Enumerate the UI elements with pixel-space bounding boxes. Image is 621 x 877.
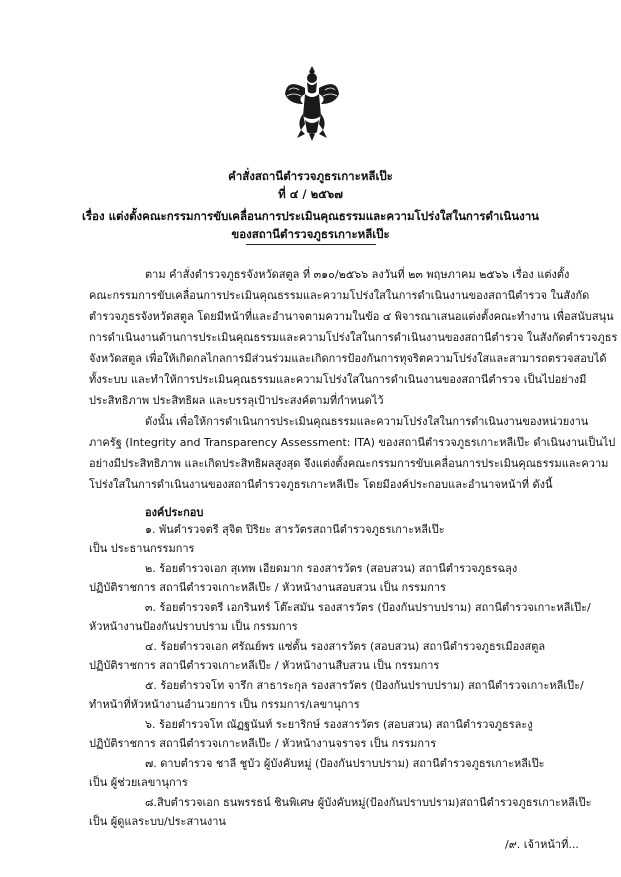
member-role: เป็น ผู้ดูแลระบบ/ประสานงาน [89, 815, 226, 828]
member-role: เป็น ประธานกรรมการ [89, 542, 195, 555]
member-line: ๔. ร้อยตำรวจเอก ศรัณย์พร แซ่ตั้น รองสารวัตร (สอบสวน) สถานีตำรวจภูธรเมืองสตูล [145, 640, 546, 653]
paragraph-2-line: โปร่งใสในการดำเนินงานของสถานีตำรวจภูธรเกาะหลีเป๊ะ โดยมีองค์ประกอบและอำนาจหน้าที่ ดังนี้ [89, 478, 553, 491]
composition-heading: องค์ประกอบ [145, 506, 204, 519]
paragraph-1-line: ตาม คำสั่งตำรวจภูธรจังหวัดสตูล ที่ ๓๑๐/๒๕๖๖ ลงวันที่ ๒๓ พฤษภาคม ๒๕๖๖ เรื่อง แต่งตั้ง [145, 268, 570, 281]
member-line: ๓. ร้อยตำรวจตรี เอกรินทร์ โต๊ะสมัน รองสารวัตร (ป้องกันปราบปราม) สถานีตำรวจเกาะหลีเป๊ะ/ [145, 601, 591, 614]
paragraph-1-line: คณะกรรมการขับเคลื่อนการประเมินคุณธรรมและความโปร่งใสในการดำเนินงานของสถานีตำรวจ ในสังกัด [89, 289, 590, 302]
paragraph-1-line: ตำรวจภูธรจังหวัดสตูล โดยมีหน้าที่และอำนาจตามความในข้อ ๔ พิจารณาเสนอแต่งตั้งคณะทำงาน เพื่อสนับสนุน [89, 310, 614, 323]
member-role: ปฏิบัติราชการ สถานีตำรวจเกาะหลีเป๊ะ / หัวหน้างานสอบสวน เป็น กรรมการ [89, 581, 446, 594]
paragraph-1-line: ทั้งระบบ และทำให้การประเมินคุณธรรมและความโปร่งใสในการดำเนินงานของสถานีตำรวจ เป็นไปอย่างมี [89, 373, 587, 386]
header-divider [246, 244, 376, 245]
order-subject-line2: ของสถานีตำรวจภูธรเกาะหลีเป๊ะ [231, 227, 390, 241]
member-role: ทำหน้าที่หัวหน้างานอำนวยการ เป็น กรรมการ/เลขานุการ [89, 698, 360, 711]
paragraph-2-line: ดังนั้น เพื่อให้การดำเนินการประเมินคุณธรรมและความโปร่งใสในการดำเนินงานของหน่วยงาน [145, 415, 589, 428]
paragraph-2-line: อย่างมีประสิทธิภาพ และเกิดประสิทธิผลสูงสุด จึงแต่งตั้งคณะกรรมการขับเคลื่อนการประเมินคุณธรรมและความ [89, 457, 609, 470]
member-role: ปฏิบัติราชการ สถานีตำรวจเกาะหลีเป๊ะ / หัวหน้างานจราจร เป็น กรรมการ [89, 737, 437, 750]
order-subject-line1: เรื่อง แต่งตั้งคณะกรรมการขับเคลื่อนการประเมินคุณธรรมและความโปร่งใสในการดำเนินงาน [81, 209, 540, 223]
order-number: ที่ ๔ / ๒๕๖๗ [278, 187, 343, 201]
member-line: ๑. พันตำรวจตรี สุจิต ปิริยะ สารวัตรสถานีตำรวจภูธรเกาะหลีเป๊ะ [145, 523, 445, 536]
paragraph-2-line: ภาครัฐ (Integrity and Transparency Assessment: ITA) ของสถานีตำรวจภูธรเกาะหลีเป๊ะ ดำเนินงานเป็นไป [89, 436, 616, 449]
member-role: เป็น ผู้ช่วยเลขานุการ [89, 776, 188, 789]
member-line: ๖. ร้อยตำรวจโท ณัฏฐนันท์ ระยาริกษ์ รองสารวัตร (สอบสวน) สถานีตำรวจภูธรละงู [145, 718, 533, 731]
paragraph-1-line: การดำเนินงานด้านการประเมินคุณธรรมและความโปร่งใสในการดำเนินงานของสถานีตำรวจ ในสังกัดตำรวจภูธร [89, 331, 618, 344]
member-line: ๗. ดาบตำรวจ ชาลี ชูบัว ผู้บังคับหมู่ (ป้องกันปราบปราม) สถานีตำรวจภูธรเกาะหลีเป๊ะ [145, 757, 545, 770]
member-line: ๕. ร้อยตำรวจโท จารึก สาธาระกุล รองสารวัตร (ป้องกันปราบปราม) สถานีตำรวจเกาะหลีเป๊ะ/ [145, 679, 584, 692]
order-title: คำสั่งสถานีตำรวจภูธรเกาะหลีเป๊ะ [228, 169, 393, 183]
paragraph-1-line: ประสิทธิภาพ ประสิทธิผล และบรรลุเป้าประสงค์ตามที่กำหนดไว้ [89, 394, 384, 407]
continuation-note: /๙. เจ้าหน้าที่... [505, 838, 579, 851]
paragraph-1-line: จังหวัดสตูล เพื่อให้เกิดกลไกลการมีส่วนร่วมและเกิดการป้องกันการทุจริตความโปร่งใสและสามารถตรวจสอบได้ [89, 352, 607, 365]
member-line: ๘.สิบตำรวจเอก ธนพรรธน์ ชินพิเศษ ผู้บังคับหมู่(ป้องกันปราบปราม)สถานีตำรวจภูธรเกาะหลีเป๊ะ [145, 796, 592, 809]
garuda-emblem-icon [283, 64, 341, 142]
member-role: หัวหน้างานป้องกันปราบปราม เป็น กรรมการ [89, 620, 298, 633]
member-role: ปฏิบัติราชการ สถานีตำรวจเกาะหลีเป๊ะ / หัวหน้างานสืบสวน เป็น กรรมการ [89, 659, 440, 672]
member-line: ๒. ร้อยตำรวจเอก สุเทพ เอียดมาก รองสารวัตร (สอบสวน) สถานีตำรวจภูธรฉลุง [145, 562, 518, 575]
